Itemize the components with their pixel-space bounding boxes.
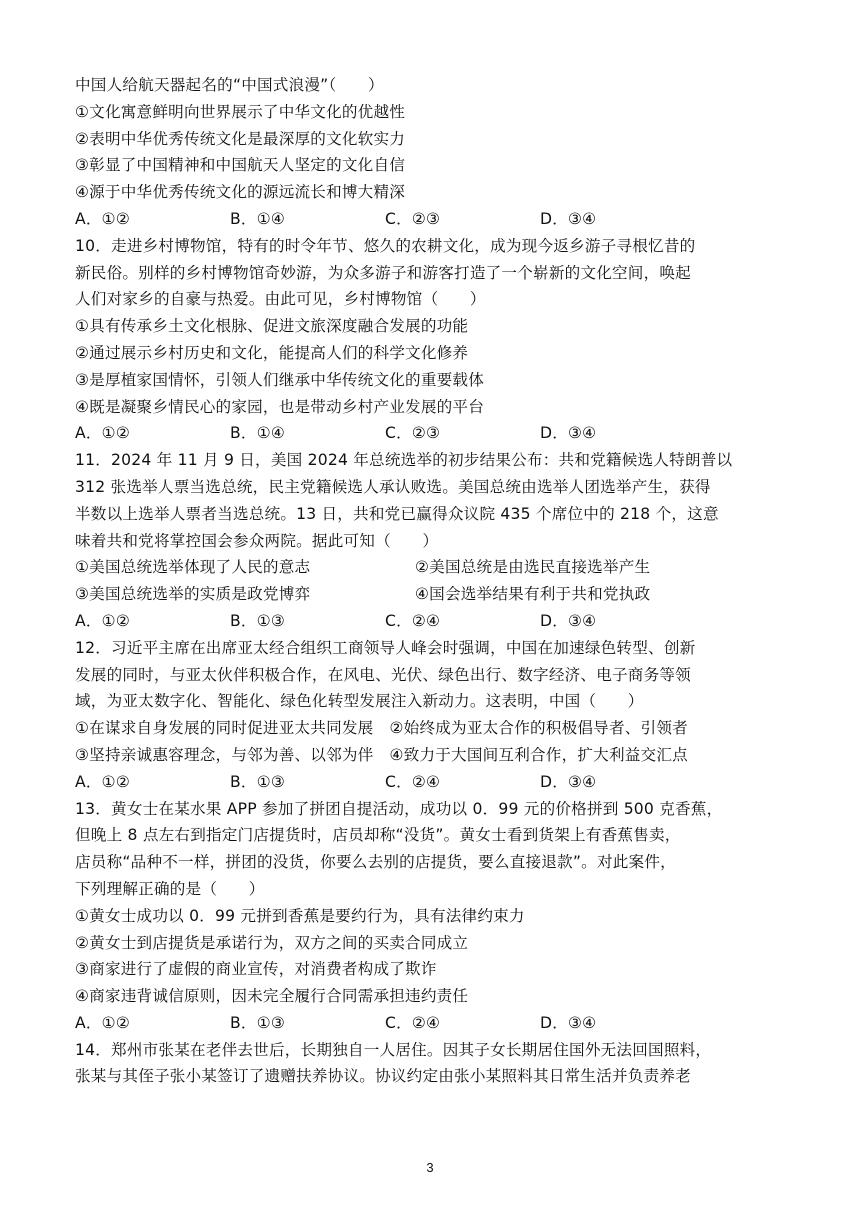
q11-statements-row-2 <box>75 581 790 608</box>
q10-option-b: B．①④ <box>230 424 286 443</box>
q14-stem-line-2: 张某与其侄子张小某签订了遗赠扶养协议。协议约定由张小某照料其日常生活并负责养老 <box>75 1067 691 1086</box>
q12-stem-line-3: 域，为亚太数字化、智能化、绿色化转型发展注入新动力。这表明，中国（ ） <box>75 692 644 711</box>
q12-option-d: D．③④ <box>540 772 597 791</box>
q12-option-a: A．①② <box>75 772 131 791</box>
q12-statements-row-2 <box>75 742 790 769</box>
q13-stem-line-2: 但晚上 8 点左右到指定门店提货时，店员却称“没货”。黄女士看到货架上有香蕉售卖， <box>75 826 681 845</box>
q11-statements-row-1 <box>75 554 790 581</box>
q10-stem-line-1: 10．走进乡村博物馆，特有的时令年节、悠久的农耕文化，成为现今返乡游子寻根忆昔的 <box>75 236 696 255</box>
q11-statement-1: ①美国总统选举体现了人民的意志 <box>75 558 311 577</box>
q10-statement-1: ①具有传承乡土文化根脉、促进文旅深度融合发展的功能 <box>75 317 469 336</box>
q10-option-d: D．③④ <box>540 424 597 443</box>
q12-options <box>75 769 790 796</box>
q9-options <box>75 206 790 233</box>
q11-statement-2: ②美国总统是由选民直接选举产生 <box>415 558 651 577</box>
q13-statement-2: ②黄女士到店提货是承诺行为，双方之间的买卖合同成立 <box>75 933 469 952</box>
q11-option-b: B．①③ <box>230 611 286 630</box>
q12-statement-3: ③坚持亲诚惠容理念，与邻为善、以邻为伴 <box>75 745 374 764</box>
q13-stem-line-3: 店员称“品种不一样，拼团的没货，你要么去别的店提货，要么直接退款”。对此案件， <box>75 853 676 872</box>
q9-statement-2: ②表明中华优秀传统文化是最深厚的文化软实力 <box>75 129 406 148</box>
q9-stem: 中国人给航天器起名的“中国式浪漫”（ ） <box>75 76 384 94</box>
q12-statement-2: ②始终成为亚太合作的积极倡导者、引领者 <box>389 719 688 738</box>
q13-option-d: D．③④ <box>540 1013 597 1032</box>
q11-option-c: C．②④ <box>385 611 441 630</box>
q13-statement-3: ③商家进行了虚假的商业宣传，对消费者构成了欺诈 <box>75 960 437 979</box>
q9-statement-4: ④源于中华优秀传统文化的源远流长和博大精深 <box>75 183 406 202</box>
q13-option-c: C．②④ <box>385 1013 441 1032</box>
q11-statement-4: ④国会选举结果有利于共和党执政 <box>415 585 651 604</box>
q9-option-d: D．③④ <box>540 209 597 228</box>
q10-option-a: A．①② <box>75 424 131 443</box>
q9-option-c: C．②③ <box>385 209 441 228</box>
q11-option-d: D．③④ <box>540 611 597 630</box>
page-content <box>75 72 790 1090</box>
q13-options <box>75 1010 790 1037</box>
q13-option-b: B．①③ <box>230 1013 286 1032</box>
q12-statements-row-1 <box>75 715 790 742</box>
q11-option-a: A．①② <box>75 611 131 630</box>
q10-statement-3: ③是厚植家国情怀，引领人们继承中华传统文化的重要载体 <box>75 370 485 389</box>
q12-option-c: C．②④ <box>385 772 441 791</box>
q10-stem-line-2: 新民俗。别样的乡村博物馆奇妙游，为众多游子和游客打造了一个崭新的文化空间，唤起 <box>75 263 691 282</box>
q9-option-b: B．①④ <box>230 209 286 228</box>
q13-statement-4: ④商家违背诚信原则，因未完全履行合同需承担违约责任 <box>75 987 469 1006</box>
page-number: 3 <box>426 1160 434 1175</box>
q9-statement-3: ③彰显了中国精神和中国航天人坚定的文化自信 <box>75 156 406 175</box>
q10-option-c: C．②③ <box>385 424 441 443</box>
q9-statement-1: ①文化寓意鲜明向世界展示了中华文化的优越性 <box>75 102 406 121</box>
q11-stem-line-4: 味着共和党将掌控国会参众两院。据此可知（ ） <box>75 531 439 550</box>
q14-stem-line-1: 14．郑州市张某在老伴去世后，长期独自一人居住。因其子女长期居住国外无法回国照料， <box>75 1040 712 1059</box>
q10-stem-line-3: 人们对家乡的自豪与热爱。由此可见，乡村博物馆（ ） <box>75 290 486 309</box>
q12-option-b: B．①③ <box>230 772 286 791</box>
q11-statement-3: ③美国总统选举的实质是政党博弈 <box>75 585 311 604</box>
q12-stem-line-2: 发展的同时，与亚太伙伴积极合作，在风电、光伏、绿色出行、数字经济、电子商务等领 <box>75 665 691 684</box>
q12-statement-4: ④致力于大国间互利合作，扩大利益交汇点 <box>389 745 688 764</box>
q11-stem-line-1: 11．2024 年 11 月 9 日，美国 2024 年总统选举的初步结果公布：共和党籍候选人特朗普以 <box>75 451 733 470</box>
q13-statement-1: ①黄女士成功以 0．99 元拼到香蕉是要约行为，具有法律约束力 <box>75 906 525 925</box>
q9-option-a: A．①② <box>75 209 131 228</box>
q11-stem-line-3: 半数以上选举人票者当选总统。13 日，共和党已赢得众议院 435 个席位中的 218 个，这意 <box>75 504 719 523</box>
q12-stem-line-1: 12．习近平主席在出席亚太经合组织工商领导人峰会时强调，中国在加速绿色转型、创新 <box>75 638 696 657</box>
q10-statement-2: ②通过展示乡村历史和文化，能提高人们的科学文化修养 <box>75 343 469 362</box>
q13-stem-line-1: 13．黄女士在某水果 APP 参加了拼团自提活动，成功以 0．99 元的价格拼到 500 克香蕉， <box>75 799 723 818</box>
q10-options <box>75 420 790 447</box>
q10-statement-4: ④既是凝聚乡情民心的家园，也是带动乡村产业发展的平台 <box>75 397 485 416</box>
q11-options <box>75 608 790 635</box>
q11-stem-line-2: 312 张选举人票当选总统，民主党籍候选人承认败选。美国总统由选举人团选举产生，获得 <box>75 477 711 496</box>
q12-statement-1: ①在谋求自身发展的同时促进亚太共同发展 <box>75 719 374 738</box>
q13-option-a: A．①② <box>75 1013 131 1032</box>
q13-stem-line-4: 下列理解正确的是（ ） <box>75 879 265 898</box>
